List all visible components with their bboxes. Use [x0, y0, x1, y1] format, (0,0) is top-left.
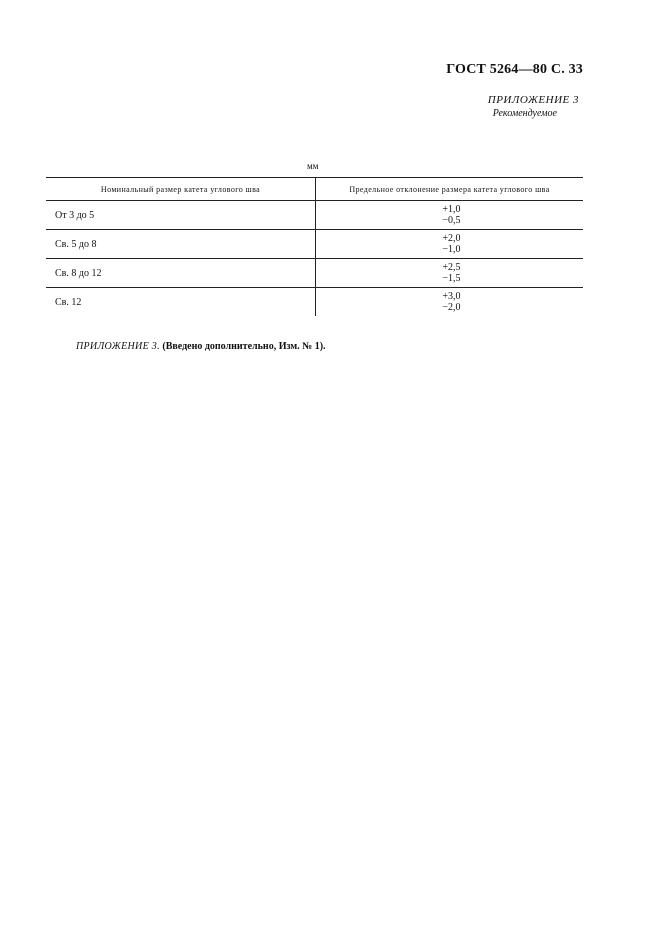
deviation-cell: [316, 230, 584, 259]
footnote-label: ПРИЛОЖЕНИЕ 3.: [76, 341, 160, 352]
deviation-minus: −1,0: [442, 244, 461, 255]
deviation-table: [46, 177, 583, 316]
size-cell: От 3 до 5: [46, 201, 316, 230]
size-cell: Св. 12: [55, 296, 82, 308]
deviation-plus: +1,0: [442, 204, 461, 215]
table-row: [46, 230, 583, 259]
table-row: [46, 259, 583, 288]
standard-page-header: ГОСТ 5264—80 С. 33: [446, 62, 583, 77]
deviation-plus: +2,0: [442, 233, 461, 244]
deviation-plus: +3,0: [442, 291, 461, 302]
deviation-cell: [316, 201, 584, 230]
appendix-status: Рекомендуемое: [492, 108, 557, 119]
size-cell: Св. 5 до 8: [46, 230, 316, 259]
table-header-row: [46, 178, 583, 201]
deviation-plus: +2,5: [442, 262, 461, 273]
deviation-cell: [316, 288, 584, 317]
footnote: [76, 341, 326, 352]
column-header-deviation: Предельное отклонение размера катета углового шва: [316, 178, 584, 201]
size-cell: Св. 8 до 12: [46, 259, 316, 288]
deviation-minus: −0,5: [442, 215, 461, 226]
column-header-size: Номинальный размер катета углового шва: [46, 178, 316, 201]
deviation-cell: [316, 259, 584, 288]
footnote-text: (Введено дополнительно, Изм. № 1).: [162, 341, 326, 352]
table-row: [46, 288, 583, 317]
deviation-minus: −1,5: [442, 273, 461, 284]
appendix-title: ПРИЛОЖЕНИЕ 3: [487, 94, 579, 106]
table-row: [46, 201, 583, 230]
deviation-minus: −2,0: [442, 302, 461, 313]
table-units: мм: [307, 161, 319, 171]
